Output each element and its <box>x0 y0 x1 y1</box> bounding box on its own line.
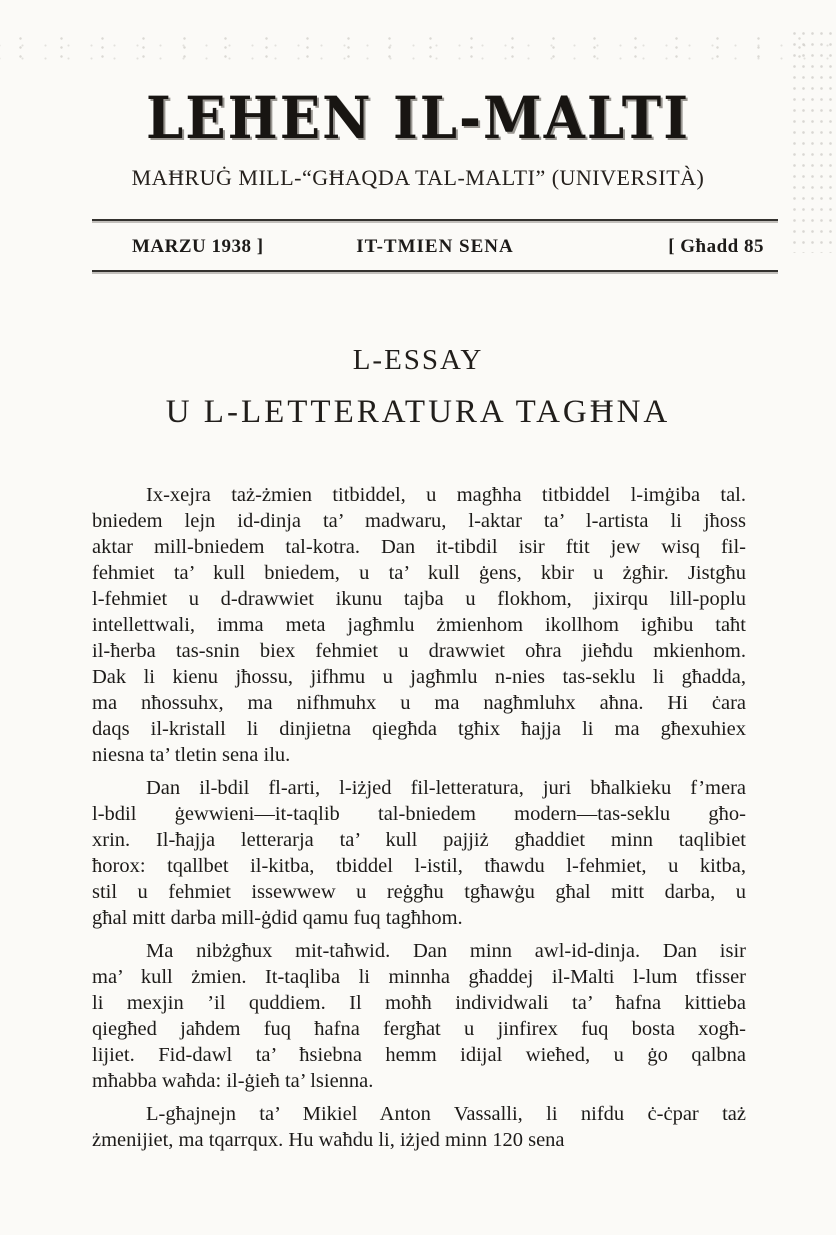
article-body <box>92 482 746 1160</box>
text-line: l-fehmiet u d-drawwiet ikunu tajba u flokhom, jixirqu lill-poplu <box>92 588 746 610</box>
text-line: L-għajnejn ta’ Mikiel Anton Vassalli, li nifdu ċ-ċpar taż <box>146 1103 746 1125</box>
masthead-title: LEHEN IL-MALTI <box>145 84 691 153</box>
text-line: bniedem lejn id-dinja ta’ madwaru, l-aktar ta’ l-artista li jħoss <box>92 510 746 532</box>
paragraph <box>92 482 746 768</box>
text-line: stil u fehmiet issewwew u reġgħu tgħawġu għal mitt darba, u <box>92 881 746 903</box>
text-line: Ma nibżgħux mit-taħwid. Dan minn awl-id-dinja. Dan isir <box>146 940 746 962</box>
issue-edition: IT-TMIEN SENA <box>356 236 514 257</box>
text-line: żmenijiet, ma tqarrqux. Hu waħdu li, iżjed minn 120 sena <box>92 1129 565 1151</box>
text-line: ma’ kull żmien. It-taqliba li minnha għaddej il-Malti l-lum tfisser <box>92 966 746 988</box>
text-line: lijiet. Fid-dawl ta’ ħsiebna hemm idijal wieħed, u ġo qalbna <box>92 1044 746 1066</box>
article-title-line2: U L-LETTERATURA TAGĦNA <box>165 394 671 430</box>
text-line: il-ħerba tas-snin biex fehmiet u drawwiet oħra jieħdu mkienhom. <box>92 640 746 662</box>
paragraph <box>92 775 746 931</box>
paragraph <box>92 938 746 1094</box>
text-line: Dak li kienu jħossu, jifhmu u jagħmlu n-nies tas-seklu li għadda, <box>92 666 746 688</box>
text-line: intellettwali, imma meta jagħmlu żmienhom ikollhom igħibu taħt <box>92 614 746 636</box>
header-rule-top <box>92 219 778 221</box>
issue-date: MARZU 1938 ] <box>132 236 264 257</box>
issue-number: [ Għadd 85 <box>668 236 764 257</box>
scan-noise-top <box>0 34 836 60</box>
text-line: daqs il-kristall li dinjietna qiegħda tgħix ħajja li ma għexuhiex <box>92 718 746 740</box>
text-line: fehmiet ta’ kull bniedem, u ta’ kull ġens, kbir u żgħir. Jistgħu <box>92 562 746 584</box>
text-line: għal mitt darba mill-ġdid qamu fuq tagħhom. <box>92 907 463 929</box>
text-line: xrin. Il-ħajja letterarja ta’ kull pajjiż għaddiet minn taqlibiet <box>92 829 746 851</box>
header-rule-bottom <box>92 270 778 272</box>
text-line: Ix-xejra taż-żmien titbiddel, u magħha titbiddel l-imġiba tal. <box>146 484 746 506</box>
text-line: l-bdil ġewwieni—it-taqlib tal-bniedem modern—tas-seklu għo- <box>92 803 746 825</box>
paragraph <box>92 1101 746 1153</box>
text-line: mħabba waħda: il-ġieħ ta’ lsienna. <box>92 1070 374 1092</box>
text-line: qiegħed jaħdem fuq ħafna fergħat u jinfirex fuq bosta xogħ- <box>92 1018 746 1040</box>
text-line: Dan il-bdil fl-arti, l-iżjed fil-letteratura, juri bħalkieku f’mera <box>146 777 746 799</box>
text-line: niesna ta’ tletin sena ilu. <box>92 744 291 766</box>
text-line: aktar mill-bniedem tal-kotra. Dan it-tibdil isir ftit jew wisq fil- <box>92 536 746 558</box>
article-title-line1: L-ESSAY <box>352 344 484 376</box>
text-line: ma nħossuhx, ma nifhmuhx u ma nagħmluhx aħna. Hi ċara <box>92 692 746 714</box>
text-line: ħorox: tqallbet il-kitba, tbiddel l-istil, tħawdu l-fehmiet, u kitba, <box>92 855 746 877</box>
text-line: li mexjin ’il quddiem. Il moħħ individwali ta’ ħafna kittieba <box>92 992 746 1014</box>
issue-info-row <box>92 236 778 260</box>
masthead-subtitle: MAĦRUĠ MILL-“GĦAQDA TAL-MALTI” (UNIVERSITÀ) <box>131 165 705 190</box>
